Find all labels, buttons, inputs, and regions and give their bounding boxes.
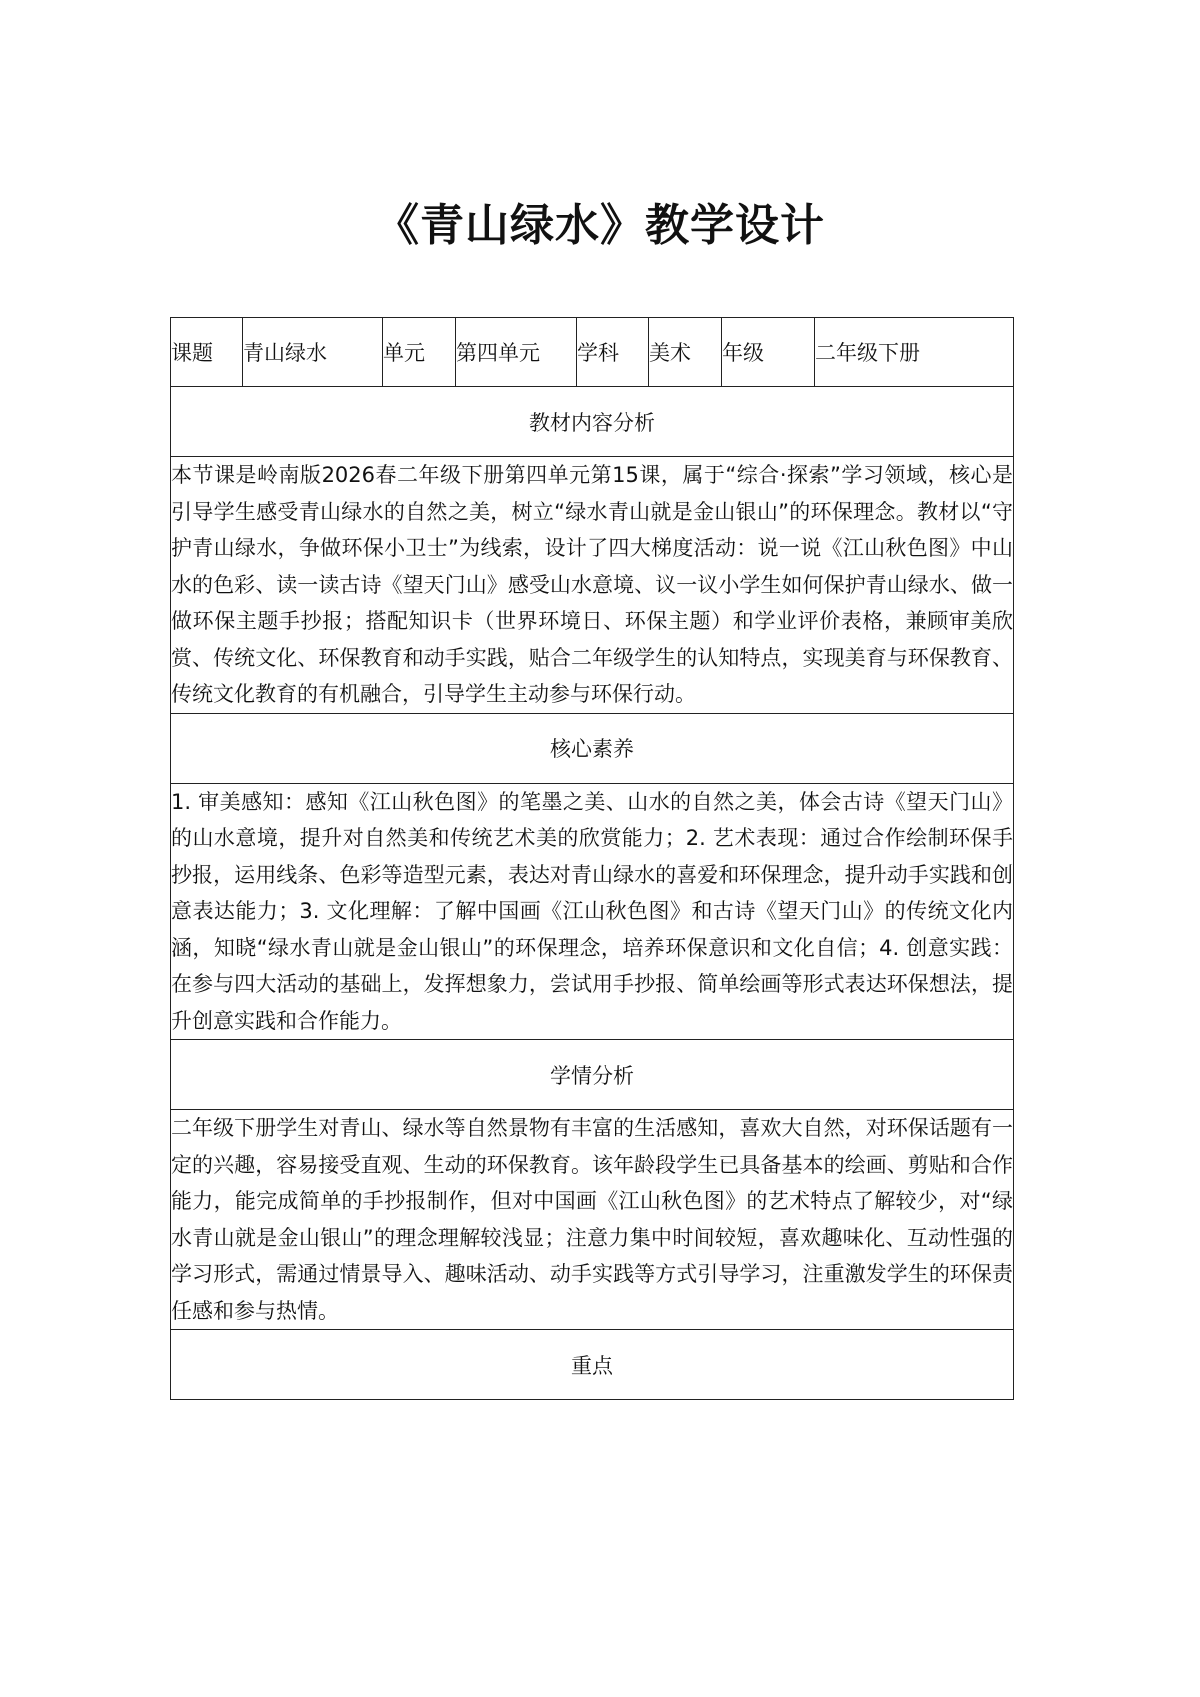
student-analysis-heading: 学情分析 xyxy=(171,1040,1014,1110)
meta-row xyxy=(171,318,1014,387)
grade-label: 年级 xyxy=(722,318,815,387)
topic-label: 课题 xyxy=(171,318,243,387)
section-heading-row xyxy=(171,1330,1014,1400)
section-content-row xyxy=(171,1110,1014,1330)
unit-label: 单元 xyxy=(383,318,456,387)
topic-value: 青山绿水 xyxy=(243,318,383,387)
page-title: 《青山绿水》教学设计 xyxy=(375,200,825,251)
section-heading-row xyxy=(171,713,1014,783)
subject-value: 美术 xyxy=(649,318,722,387)
section-heading-row xyxy=(171,387,1014,457)
student-analysis-content: 二年级下册学生对青山、绿水等自然景物有丰富的生活感知，喜欢大自然，对环保话题有一定的兴趣，容易接受直观、生动的环保教育。该年龄段学生已具备基本的绘画、剪贴和合作能力，能完成简单的手抄报制作，但对中国画《江山秋色图》的艺术特点了解较少，对“绿水青山就是金山银山”的理念理解较浅显；注意力集中时间较短，喜欢趣味化、互动性强的学习形式，需通过情景导入、趣味活动、动手实践等方式引导学习，注重激发学生的环保责任感和参与热情。 xyxy=(171,1110,1014,1330)
section-content-row xyxy=(171,457,1014,714)
unit-value: 第四单元 xyxy=(456,318,577,387)
key-points-heading: 重点 xyxy=(171,1330,1014,1400)
section-content-row xyxy=(171,783,1014,1040)
core-literacy-content: 1. 审美感知：感知《江山秋色图》的笔墨之美、山水的自然之美，体会古诗《望天门山》的山水意境，提升对自然美和传统艺术美的欣赏能力；2. 艺术表现：通过合作绘制环保手抄报，运用线条、色彩等造型元素，表达对青山绿水的喜爱和环保理念，提升动手实践和创意表达能力；3. 文化理解：了解中国画《江山秋色图》和古诗《望天门山》的传统文化内涵，知晓“绿水青山就是金山银山”的环保理念，培养环保意识和文化自信；4. 创意实践：在参与四大活动的基础上，发挥想象力，尝试用手抄报、简单绘画等形式表达环保想法，提升创意实践和合作能力。 xyxy=(171,783,1014,1040)
textbook-analysis-content: 本节课是岭南版2026春二年级下册第四单元第15课，属于“综合·探索”学习领域，核心是引导学生感受青山绿水的自然之美，树立“绿水青山就是金山银山”的环保理念。教材以“守护青山绿水，争做环保小卫士”为线索，设计了四大梯度活动：说一说《江山秋色图》中山水的色彩、读一读古诗《望天门山》感受山水意境、议一议小学生如何保护青山绿水、做一做环保主题手抄报；搭配知识卡（世界环境日、环保主题）和学业评价表格，兼顾审美欣赏、传统文化、环保教育和动手实践，贴合二年级学生的认知特点，实现美育与环保教育、传统文化教育的有机融合，引导学生主动参与环保行动。 xyxy=(171,457,1014,714)
core-literacy-heading: 核心素养 xyxy=(171,713,1014,783)
section-heading-row xyxy=(171,1040,1014,1110)
subject-label: 学科 xyxy=(577,318,649,387)
textbook-analysis-heading: 教材内容分析 xyxy=(171,387,1014,457)
grade-value: 二年级下册 xyxy=(815,318,1014,387)
lesson-plan-table xyxy=(170,317,1014,1400)
